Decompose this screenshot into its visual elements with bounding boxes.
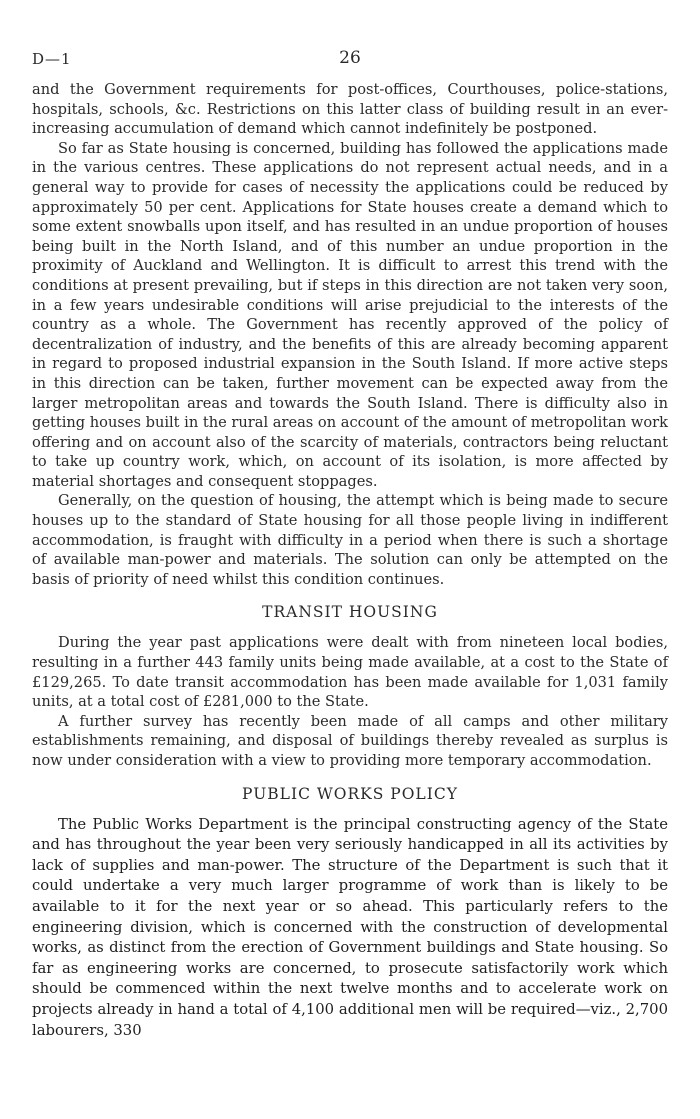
paragraph: and the Government requirements for post-offices, Courthouses, police-stations, hospitals, schools, &c. Restrictions on this latter class of building result in an ever-increasing accumulation of demand which cannot indefinitely be postponed. — [32, 81, 668, 138]
section-heading: PUBLIC WORKS POLICY — [242, 784, 458, 803]
paragraph: So far as State housing is concerned, building has followed the applications made in the various centres. These applications do not represent actual needs, and in a general way to provide for cases of necessity the applications could be reduced by approximately 50 per cent. Applications for State houses create a demand which to some extent snowballs upon itself, and has resulted in an undue proportion of houses being built in the North Island, and of this number an undue proportion in the proximity of Auckland and Wellington. It is difficult to arrest this trend with the conditions at present prevailing, but if steps in this direction are not taken very soon, in a few years undesirable conditions will arise prejudicial to the interests of the country as a whole. The Government has recently approved of the policy of decentralization of industry, and the benefits of this are already becoming apparent in regard to proposed industrial expansion in the South Island. If more active steps in this direction can be taken, further movement can be expected away from the larger metropolitan areas and towards the South Island. There is difficulty also in getting houses built in the rural areas on account of the amount of metropolitan work offering and on account also of the scarcity of materials, contractors being reluctant to take up country work, which, on account of its isolation, is more affected by material shortages and consequent stoppages. — [32, 139, 668, 490]
paragraph: Generally, on the question of housing, the attempt which is being made to secure houses up to the standard of State housing for all those people living in indifferent accommodation, is fraught with difficulty in a period when there is such a shortage of available man-power and materials. The solution can only be attempted on the basis of priority of need whilst this condition continues. — [32, 492, 668, 588]
intro-section — [32, 80, 668, 589]
paragraph: During the year past applications were dealt with from nineteen local bodies, resulting in a further 443 family units being made available, at a cost to the State of £129,265. To date transit accommodation has been made available for 1,031 family units, at a total cost of £281,000 to the State. — [32, 634, 668, 711]
paragraph: A further survey has recently been made of all camps and other military establishments remaining, and disposal of buildings thereby revealed as surplus is now under consideration with a view to providing more temporary accommodation. — [32, 712, 668, 769]
document-code: D—1 — [32, 50, 72, 68]
page-header — [32, 40, 668, 80]
section-heading: TRANSIT HOUSING — [262, 603, 438, 622]
transit-housing-section — [32, 603, 668, 770]
page-number: 26 — [339, 48, 361, 68]
public-works-policy-section — [32, 785, 668, 1042]
document-page — [32, 40, 668, 1041]
paragraph: The Public Works Department is the principal constructing agency of the State and has throughout the year been very seriously handicapped in all its activities by lack of supplies and man-power. The structure of the Department is such that it could undertake a very much larger programme of work than is likely to be available to it for the next year or so ahead. This particularly refers to the engineering division, which is concerned with the construction of developmental works, as distinct from the erection of Government buildings and State housing. So far as engineering works are concerned, to prosecute satisfactorily work which should be commenced within the next twelve months and to accelerate work on projects already in hand a total of 4,100 additional men will be required—viz., 2,700 labourers, 330 — [32, 815, 668, 1039]
